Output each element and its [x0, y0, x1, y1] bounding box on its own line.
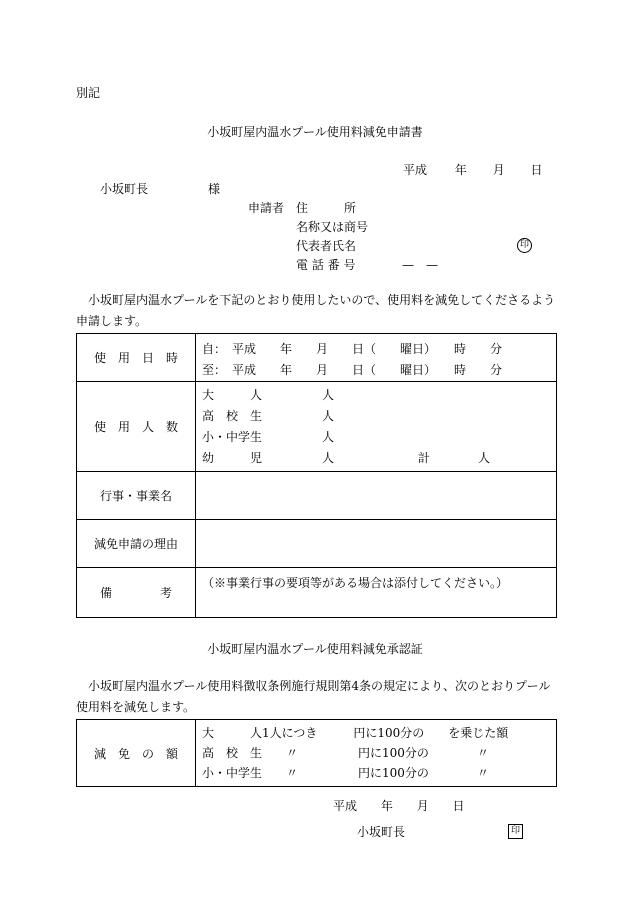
table-row-usage-datetime: [77, 334, 557, 382]
approval-seal-icon: 印: [508, 822, 523, 839]
remarks-label: 備 考: [77, 568, 196, 618]
reduction-elementary: 小・中学生 〃 円に100分の 〃: [202, 766, 489, 780]
date-year: 年: [454, 163, 467, 177]
usage-datetime-label: 使 用 日 時: [77, 334, 196, 382]
intro-paragraph: 小坂町屋内温水プールを下記のとおり使用したいので、使用料を減免してくださるよう申請します。: [76, 293, 556, 328]
remarks-field[interactable]: [196, 568, 557, 618]
applicant-label: 申請者: [248, 201, 285, 215]
reason-field[interactable]: [196, 520, 557, 568]
table-row-remarks: [77, 568, 557, 618]
application-table: [76, 333, 557, 618]
count-infants-total: 幼 児 人 計 人: [202, 451, 491, 465]
approval-table: [76, 719, 557, 787]
representative-label: 代表者氏名: [296, 239, 357, 253]
approval-paragraph: 小坂町屋内温水プール使用料徴収条例施行規則第4条の規定により、次のとおりプール使用料を減免します。: [76, 679, 551, 714]
approval-signer: 小坂町長: [357, 825, 406, 839]
reduction-highschool: 高 校 生 〃 円に100分の 〃: [202, 746, 489, 760]
page-title: 小坂町屋内温水プール使用料減免申請書: [207, 125, 423, 139]
telephone-label: 電 話 番 号: [296, 258, 356, 272]
address-label: 住 所: [296, 201, 357, 215]
usage-count-content: [196, 382, 557, 472]
annex-label: 別記: [76, 86, 101, 100]
event-name-label: 行事・事業名: [77, 472, 196, 520]
approval-date-day: 日: [452, 799, 465, 813]
name-label: 名称又は商号: [296, 220, 369, 234]
reduction-amount-content: [196, 720, 557, 787]
datetime-to: 至： 平成 年 月 日（ 曜日） 時 分: [202, 363, 503, 377]
table-row-reduction-amount: [77, 720, 557, 787]
count-highschool: 高 校 生 人: [202, 409, 335, 423]
addressee: 小坂町長: [100, 182, 149, 196]
datetime-from: 自： 平成 年 月 日（ 曜日） 時 分: [202, 342, 503, 356]
date-era: 平成: [403, 163, 428, 177]
count-adults: 大 人 人: [202, 388, 335, 402]
table-row-event-name: [77, 472, 557, 520]
usage-count-label: 使 用 人 数: [77, 382, 196, 472]
reduction-adults: 大 人1人につき 円に100分の を乗じた額: [202, 726, 509, 740]
approval-date-era: 平成: [333, 799, 358, 813]
usage-datetime-content: [196, 334, 557, 382]
table-row-usage-count: [77, 382, 557, 472]
count-elementary: 小・中学生 人: [202, 430, 335, 444]
remarks-note: （※事業行事の要項等がある場合は添付してください。）: [202, 576, 509, 590]
reason-label: 減免申請の理由: [77, 520, 196, 568]
seal-icon: 印: [517, 236, 532, 253]
approval-title: 小坂町屋内温水プール使用料減免承認証: [207, 642, 423, 656]
application-date: [403, 161, 543, 178]
reduction-amount-label: 減 免 の 額: [77, 720, 196, 787]
telephone-dashes: — —: [402, 258, 439, 272]
event-name-field[interactable]: [196, 472, 557, 520]
date-day: 日: [530, 163, 543, 177]
honorific: 様: [208, 182, 221, 196]
approval-date: [333, 797, 465, 814]
date-month: 月: [492, 163, 505, 177]
approval-date-month: 月: [416, 799, 429, 813]
table-row-reason: [77, 520, 557, 568]
approval-date-year: 年: [380, 799, 393, 813]
